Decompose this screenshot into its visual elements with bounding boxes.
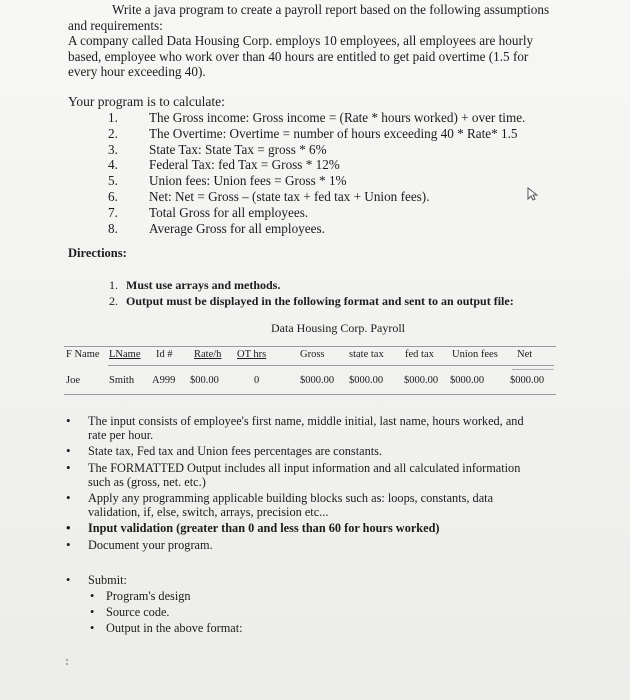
requirement-item: • The input consists of employee's first name, middle initial, last name, hours worked, and rate per hour.	[64, 414, 544, 442]
calc-item	[108, 110, 525, 126]
col-header-ot-hrs: OT hrs	[237, 349, 267, 360]
submit-section	[64, 572, 243, 636]
direction-item	[109, 293, 514, 309]
page-mark	[66, 658, 68, 666]
calc-item	[108, 173, 525, 189]
table-cell: $000.00	[300, 375, 335, 386]
direction-item-number: 2.	[109, 294, 118, 308]
col-header-lname: LName	[109, 349, 141, 360]
requirement-item: • Document your program.	[64, 538, 544, 552]
calc-item	[108, 126, 525, 142]
table-cell: Joe	[66, 375, 80, 386]
calc-item-text: Union fees: Union fees = Gross * 1%	[149, 173, 347, 189]
col-header-rate: Rate/h	[194, 349, 222, 360]
col-header-state-tax: state tax	[349, 349, 384, 360]
calc-item-number: 1.	[108, 110, 118, 125]
table-cell: $000.00	[450, 375, 485, 386]
requirement-item: • Input validation (greater than 0 and less than 60 for hours worked)	[64, 521, 544, 535]
calc-item-number: 2.	[108, 125, 118, 141]
col-header-fed-tax: fed tax	[405, 349, 434, 360]
table-cell: $00.00	[190, 375, 219, 386]
calc-item-number: 7.	[108, 204, 118, 220]
assignment-intro	[68, 2, 558, 80]
calc-item-text: State Tax: State Tax = gross * 6%	[149, 141, 327, 157]
requirement-item: • State tax, Fed tax and Union fees percentages are constants.	[64, 444, 544, 458]
submit-list	[64, 588, 243, 636]
payroll-table	[64, 346, 556, 398]
calc-item	[108, 205, 525, 221]
calc-item	[108, 189, 525, 205]
directions-heading: Directions:	[68, 246, 127, 260]
col-header-id: Id #	[156, 349, 173, 360]
calc-item-number: 3.	[108, 141, 118, 157]
calc-item-text: Total Gross for all employees.	[149, 204, 309, 220]
assignment-title: Write a java program to create a payroll report based on the following assumptions and requirements:	[68, 2, 550, 33]
table-cell: $000.00	[349, 375, 384, 386]
submit-item: • Source code.	[90, 604, 243, 620]
calc-item-text: The Overtime: Overtime = number of hours exceeding 40 * Rate* 1.5	[149, 125, 518, 141]
table-cell: $000.00	[404, 375, 439, 386]
table-divider	[64, 394, 556, 395]
submit-item: • Output in the above format:	[90, 620, 243, 636]
calc-item-number: 8.	[108, 220, 118, 236]
col-header-fname: F Name	[66, 349, 100, 360]
mouse-cursor-icon	[526, 187, 540, 201]
calc-item	[108, 221, 525, 237]
calc-item-number: 6.	[108, 188, 118, 204]
calc-item-text: The Gross income: Gross income = (Rate * hours worked) + over time.	[149, 110, 526, 125]
table-divider	[512, 369, 554, 370]
assignment-description: A company called Data Housing Corp. employs 10 employees, all employees are hourly based, employee who work over than 40 hours are entitled to get paid overtime (1.5 for every hour exceeding 40).	[68, 33, 534, 80]
directions-list	[109, 277, 514, 309]
submit-item: • Program's design	[90, 588, 243, 604]
calc-item-text: Federal Tax: fed Tax = Gross * 12%	[149, 157, 340, 173]
direction-item	[109, 277, 514, 293]
direction-item-number: 1.	[109, 278, 118, 292]
calc-heading: Your program is to calculate:	[68, 94, 225, 109]
calc-list	[108, 110, 525, 236]
calc-item	[108, 157, 525, 173]
direction-item-text: Output must be displayed in the following format and sent to an output file:	[126, 294, 514, 308]
calc-item-text: Net: Net = Gross – (state tax + fed tax + Union fees).	[149, 188, 430, 204]
table-cell: A999	[152, 375, 176, 386]
calc-item-text: Average Gross for all employees.	[149, 220, 325, 236]
table-divider	[108, 365, 554, 366]
payroll-title: Data Housing Corp. Payroll	[271, 321, 405, 335]
col-header-gross: Gross	[300, 349, 325, 360]
table-cell: $000.00	[510, 375, 545, 386]
requirement-item: • The FORMATTED Output includes all input information and all calculated information such as (gross, net. etc.)	[64, 461, 544, 489]
table-divider	[64, 346, 556, 347]
submit-label: • Submit:	[64, 572, 243, 588]
direction-item-text: Must use arrays and methods.	[126, 278, 281, 292]
table-cell: 0	[254, 375, 260, 386]
requirement-item: • Apply any programming applicable building blocks such as: loops, constants, data validation, if, else, switch, arrays, precision etc...	[64, 491, 544, 519]
calc-item	[108, 142, 525, 158]
table-cell: Smith	[109, 375, 135, 386]
calc-item-number: 5.	[108, 173, 118, 189]
col-header-net: Net	[517, 349, 533, 360]
requirements-list	[64, 414, 544, 554]
col-header-union-fees: Union fees	[452, 349, 498, 360]
calc-item-number: 4.	[108, 157, 118, 173]
